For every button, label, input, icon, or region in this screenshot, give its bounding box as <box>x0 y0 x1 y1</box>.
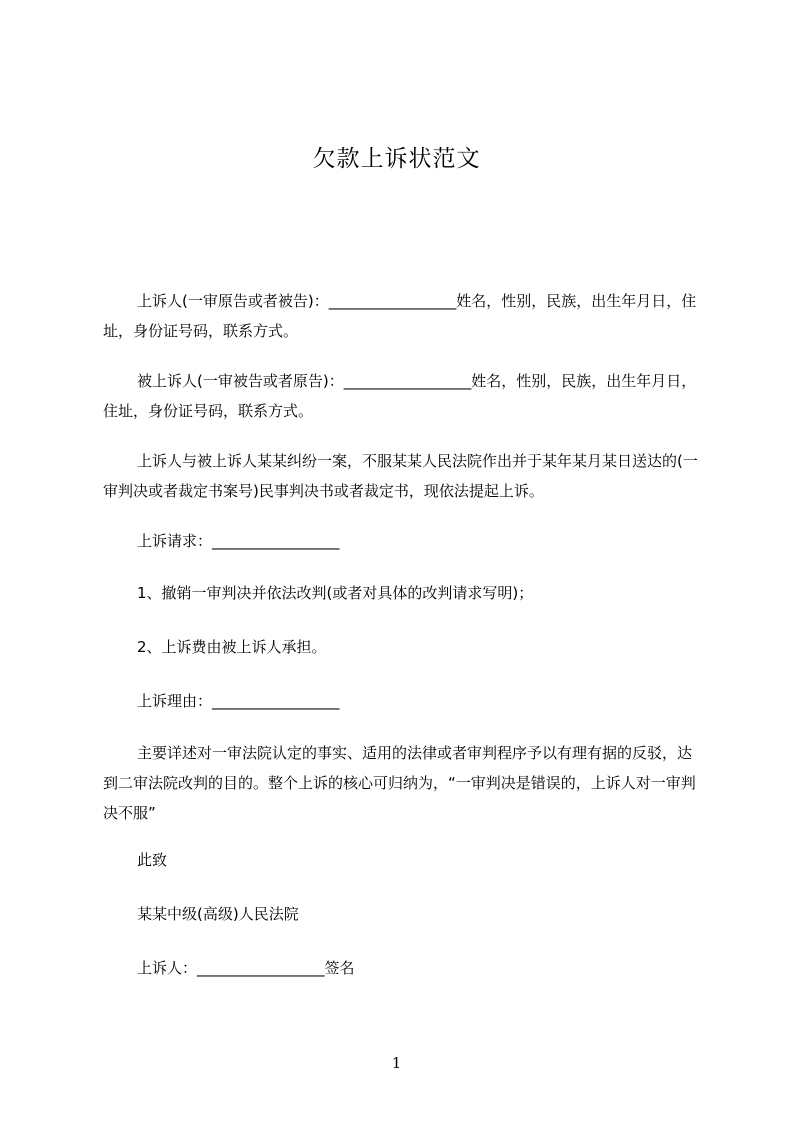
appeal-reason-label: 上诉理由：_________________ <box>137 692 340 710</box>
closing-salutation: 此致 <box>137 851 168 869</box>
court-name: 某某中级(高级)人民法院 <box>137 905 299 923</box>
appeal-request-label: 上诉请求：_________________ <box>137 532 340 550</box>
appeal-reason-text: 主要详述对一审法院认定的事实、适用的法律或者审判程序予以有理有据的反驳，达到二审法院改判的目的。整个上诉的核心可归纳为，“一审判决是错误的，上诉人对一审判决不服” <box>103 744 696 822</box>
signature-line: 上诉人：_________________签名 <box>137 959 355 977</box>
appeal-request-item-1: 1、撤销一审判决并依法改判(或者对具体的改判请求写明)； <box>137 584 534 602</box>
case-statement: 上诉人与被上诉人某某纠纷一案，不服某某人民法院作出并于某年某月某日送达的(一审判决或者裁定书案号)民事判决书或者裁定书，现依法提起上诉。 <box>103 452 698 500</box>
appellant-info: 上诉人(一审原告或者被告)：_________________姓名，性别，民族，出生年月日，住址，身份证号码，联系方式。 <box>103 292 697 340</box>
document-title: 欠款上诉状范文 <box>312 146 481 172</box>
appeal-request-item-2: 2、上诉费由被上诉人承担。 <box>137 638 327 656</box>
appellee-info: 被上诉人(一审被告或者原告)：_________________姓名，性别，民族，出生年月日，住址，身份证号码，联系方式。 <box>103 372 697 420</box>
page-number: 1 <box>391 1054 402 1072</box>
